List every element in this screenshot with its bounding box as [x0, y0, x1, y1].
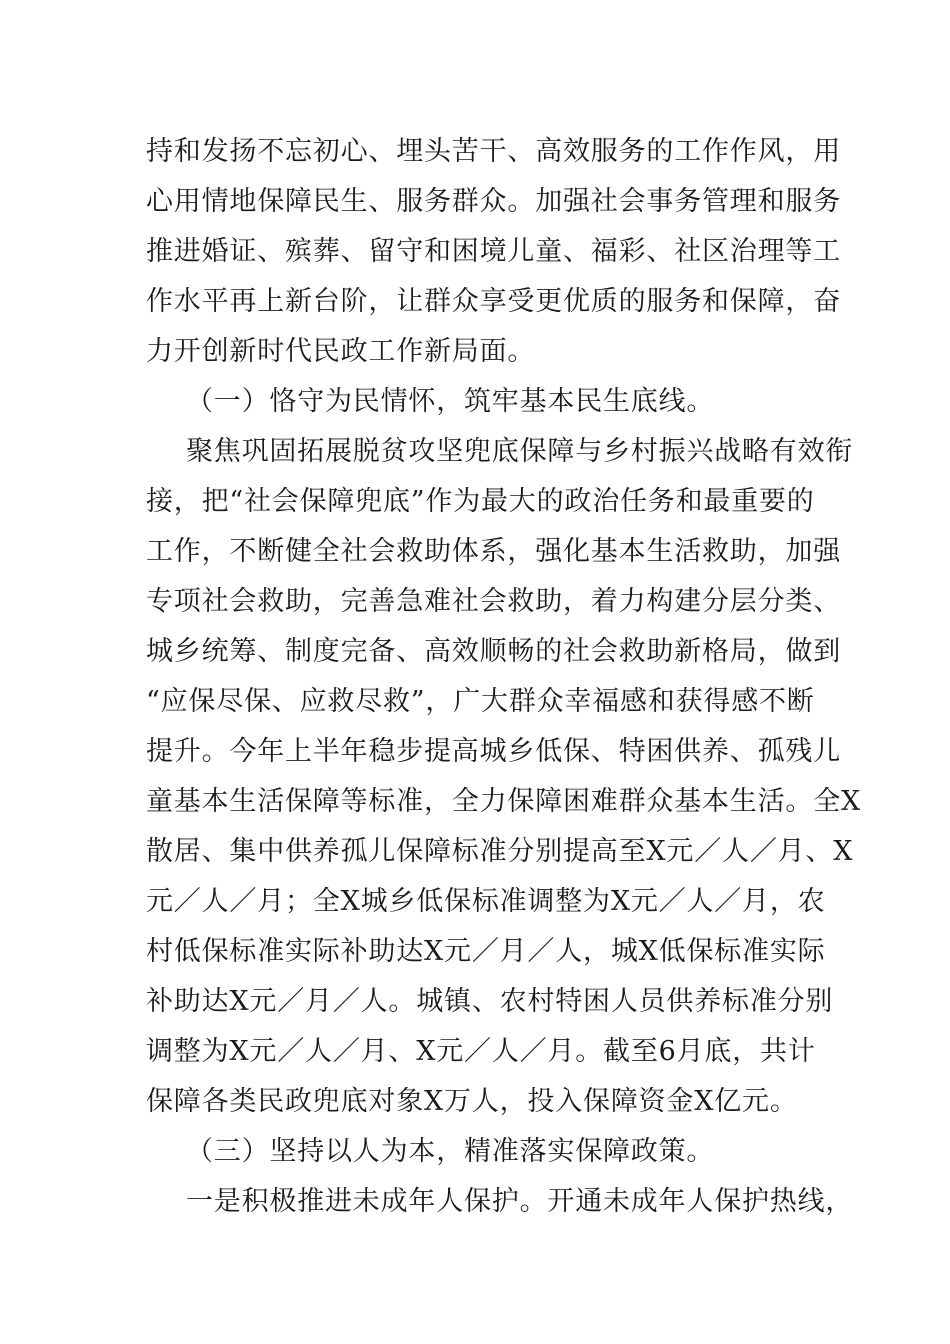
- text-line: 补助达X元／月／人。城镇、农村特困人员供养标准分别: [146, 986, 834, 1017]
- text-line: 童基本生活保障等标准，全力保障困难群众基本生活。全X: [146, 786, 862, 817]
- text-line: 元／人／月；全X城乡低保标准调整为X元／人／月，农: [146, 886, 826, 917]
- text-line: 提升。今年上半年稳步提高城乡低保、特困供养、孤残儿: [146, 736, 841, 767]
- section-heading: （三）坚持以人为本，精准落实保障政策。: [186, 1136, 715, 1167]
- text-line: 工作，不断健全社会救助体系，强化基本生活救助，加强: [146, 536, 841, 567]
- text-line: 力开创新时代民政工作新局面。: [146, 336, 536, 367]
- section-heading: （一）恪守为民情怀，筑牢基本民生底线。: [186, 386, 715, 417]
- text-line: 调整为X元／人／月、X元／人／月。截至6月底，共计: [146, 1036, 816, 1067]
- text-line: 散居、集中供养孤儿保障标准分别提高至X元／人／月、X: [146, 836, 854, 867]
- text-line: “应保尽保、应救尽救”，广大群众幸福感和获得感不断: [146, 686, 815, 717]
- text-line: 持和发扬不忘初心、埋头苦干、高效服务的工作作风，用: [146, 136, 841, 167]
- text-line: 村低保标准实际补助达X元／月／人，城X低保标准实际: [146, 936, 826, 967]
- text-line: 聚焦巩固拓展脱贫攻坚兜底保障与乡村振兴战略有效衔: [186, 436, 854, 467]
- text-line: 保障各类民政兜底对象X万人，投入保障资金X亿元。: [146, 1086, 798, 1117]
- text-line: 专项社会救助，完善急难社会救助，着力构建分层分类、: [146, 586, 841, 617]
- text-line: 城乡统筹、制度完备、高效顺畅的社会救助新格局，做到: [146, 636, 841, 667]
- text-line: 一是积极推进未成年人保护。开通未成年人保护热线，: [186, 1186, 854, 1217]
- text-line: 作水平再上新台阶，让群众享受更优质的服务和保障，奋: [146, 286, 841, 317]
- text-line: 心用情地保障民生、服务群众。加强社会事务管理和服务: [146, 186, 841, 217]
- text-line: 接，把“社会保障兜底”作为最大的政治任务和最重要的: [146, 486, 815, 517]
- text-line: 推进婚证、殡葬、留守和困境儿童、福彩、社区治理等工: [146, 236, 841, 267]
